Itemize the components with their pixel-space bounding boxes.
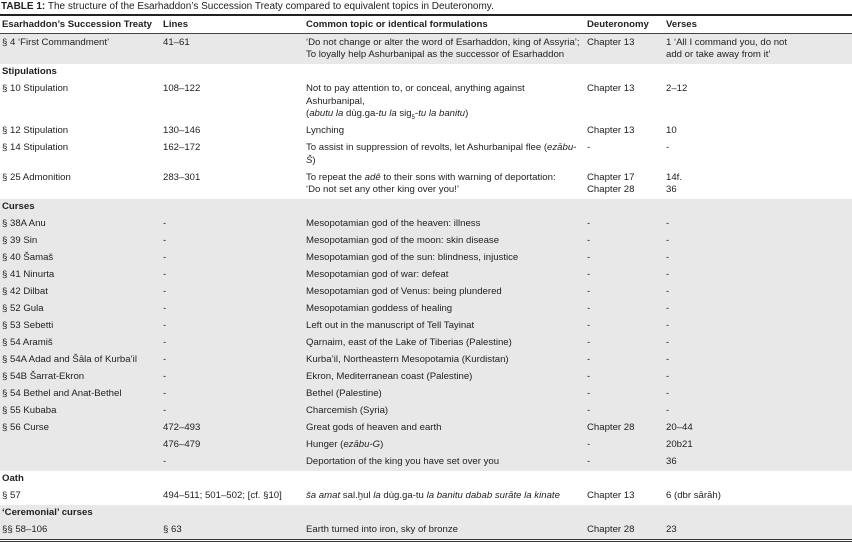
lines-cell	[161, 267, 304, 284]
cell-text: -	[666, 286, 670, 297]
verses-cell	[664, 233, 852, 250]
cell-text: -	[163, 371, 167, 382]
header-treaty: Esarhaddon’s Succession Treaty	[0, 15, 161, 34]
cell-text: Mesopotamian goddess of healing	[306, 303, 453, 314]
verses-cell	[664, 169, 852, 199]
cell-text: Earth turned into iron, sky of bronze	[306, 524, 458, 535]
cell-text: -	[414, 108, 419, 119]
table-row	[0, 267, 852, 284]
section-row	[0, 471, 852, 488]
cell-text: § 53 Sebetti	[2, 320, 54, 331]
topic-cell	[304, 403, 585, 420]
cell-text: 41–61	[163, 36, 190, 48]
treaty-cell	[0, 81, 161, 123]
treaty-cell	[0, 34, 161, 64]
cell-text: Left out in the manuscript of Tell Tayinat	[306, 320, 475, 331]
cell-text: Charcemish (Syria)	[306, 405, 389, 416]
lines-cell	[161, 250, 304, 267]
section-heading: ‘Ceremonial’ curses	[0, 505, 852, 522]
header-topic: Common topic or identical formulations	[304, 15, 585, 34]
lines-cell	[161, 284, 304, 301]
topic-cell	[304, 522, 585, 541]
caption-label: TABLE 1:	[1, 1, 46, 12]
cell-text: § 54 Aramiš	[2, 337, 53, 348]
verses-cell	[664, 386, 852, 403]
cell-text: Mesopotamian god of war: defeat	[306, 269, 449, 280]
cell-text: Kurba’il, Northeastern Mesopotamia (Kurdistan)	[306, 354, 509, 365]
cell-text: § 54B Šarrat-Ekron	[2, 371, 85, 382]
lines-cell	[161, 123, 304, 140]
cell-text: § 42 Dilbat	[2, 286, 48, 297]
section-row	[0, 505, 852, 522]
cell-text: -	[163, 337, 167, 348]
topic-cell	[304, 437, 585, 454]
lines-cell	[161, 369, 304, 386]
treaty-cell	[0, 403, 161, 420]
cell-text: -	[587, 388, 591, 399]
verses-cell	[664, 216, 852, 233]
table-row	[0, 301, 852, 318]
deuteronomy-cell	[585, 454, 664, 471]
cell-text: Qarnaim, east of the Lake of Tiberias (Palestine)	[306, 337, 512, 348]
section-row	[0, 64, 852, 81]
italic-text: ezābu-Š	[306, 142, 577, 166]
cell-text: § 56 Curse	[2, 422, 49, 433]
cell-text: )	[380, 439, 384, 450]
cell-text: 10	[666, 125, 677, 136]
deuteronomy-cell	[585, 352, 664, 369]
cell-text: 1 ‘All I command you, do not add or take away from it’	[666, 36, 788, 60]
treaty-cell	[0, 522, 161, 541]
cell-text: § 10 Stipulation	[2, 83, 69, 94]
table-row	[0, 335, 852, 352]
verses-cell	[664, 284, 852, 301]
treaty-cell	[0, 454, 161, 471]
cell-text: Mesopotamian god of Venus: being plundered	[306, 286, 502, 297]
italic-text: ezābu-G	[343, 439, 381, 450]
table-row	[0, 81, 852, 123]
cell-text: 20–44	[666, 422, 693, 433]
table-row	[0, 420, 852, 437]
subscript-text: 5	[411, 114, 415, 121]
table-row	[0, 454, 852, 471]
lines-cell	[161, 420, 304, 437]
cell-text: -	[587, 320, 591, 331]
cell-text: -	[163, 405, 167, 416]
section-heading: Oath	[2, 473, 24, 484]
verses-cell	[664, 34, 852, 64]
cell-text: § 55 Kubaba	[2, 405, 57, 416]
table-row	[0, 403, 852, 420]
topic-cell	[304, 123, 585, 140]
cell-text: -	[666, 388, 670, 399]
cell-text: 108–122	[163, 83, 201, 94]
topic-cell	[304, 34, 585, 64]
treaty-cell	[0, 369, 161, 386]
header-verses: Verses	[664, 15, 852, 34]
cell-text: -	[666, 235, 670, 246]
cell-text: -	[666, 337, 670, 348]
treaty-cell	[0, 301, 161, 318]
treaty-cell	[0, 267, 161, 284]
deuteronomy-cell	[585, 123, 664, 140]
treaty-cell	[0, 169, 161, 199]
cell-text: Lynching	[306, 125, 345, 136]
cell-text: -	[666, 354, 670, 365]
cell-text: -	[587, 142, 591, 153]
deuteronomy-cell	[585, 233, 664, 250]
lines-cell	[161, 318, 304, 335]
cell-text: Hunger (	[306, 439, 344, 450]
cell-text: -	[666, 269, 670, 280]
cell-text: § 57	[2, 490, 21, 501]
cell-text: -	[666, 142, 670, 153]
lines-cell	[161, 140, 304, 170]
treaty-cell	[0, 233, 161, 250]
cell-text: Chapter 13	[587, 125, 635, 136]
deuteronomy-cell	[585, 216, 664, 233]
cell-text: -	[163, 286, 167, 297]
cell-text: -	[666, 320, 670, 331]
verses-cell	[664, 123, 852, 140]
lines-cell	[161, 454, 304, 471]
topic-cell	[304, 488, 585, 505]
cell-text: -	[666, 252, 670, 263]
cell-text: Mesopotamian god of the moon: skin disease	[306, 235, 500, 246]
deuteronomy-cell	[585, 34, 664, 64]
deuteronomy-cell	[585, 437, 664, 454]
deuteronomy-cell	[585, 369, 664, 386]
topic-cell	[304, 81, 585, 123]
cell-text: § 38A Anu	[2, 218, 46, 229]
cell-text: § 40 Šamaš	[2, 252, 54, 263]
table-body	[0, 34, 852, 541]
topic-cell	[304, 216, 585, 233]
cell-text: -	[587, 303, 591, 314]
topic-cell	[304, 386, 585, 403]
caption-text: The structure of the Esarhaddon’s Succession Treaty compared to equivalent topics in Deuteronomy.	[45, 1, 494, 12]
table-row	[0, 386, 852, 403]
cell-text: 20b21	[666, 439, 693, 450]
cell-text: -	[587, 456, 591, 467]
verses-cell	[664, 250, 852, 267]
deuteronomy-cell	[585, 284, 664, 301]
cell-text: Chapter 13	[587, 36, 635, 48]
treaty-cell	[0, 352, 161, 369]
lines-cell	[161, 169, 304, 199]
section-heading: Stipulations	[2, 66, 57, 77]
verses-cell	[664, 318, 852, 335]
cell-text: Great gods of heaven and earth	[306, 422, 442, 433]
cell-text: -	[666, 218, 670, 229]
header-deuteronomy: Deuteronomy	[585, 15, 664, 34]
cell-text: § 14 Stipulation	[2, 142, 69, 153]
cell-text: dùg.ga-	[343, 108, 379, 119]
treaty-cell	[0, 437, 161, 454]
italic-text: tu la	[378, 108, 397, 119]
section-heading: Curses	[0, 199, 852, 216]
treaty-cell	[0, 420, 161, 437]
deuteronomy-cell	[585, 81, 664, 123]
table-row	[0, 250, 852, 267]
cell-text: -	[163, 456, 167, 467]
topic-cell	[304, 301, 585, 318]
verses-cell	[664, 403, 852, 420]
deuteronomy-cell	[585, 403, 664, 420]
cell-text: 23	[666, 524, 677, 535]
cell-text: 472–493	[163, 422, 201, 433]
lines-cell	[161, 386, 304, 403]
lines-cell	[161, 352, 304, 369]
treaty-cell	[0, 123, 161, 140]
topic-cell	[304, 318, 585, 335]
cell-text: §§ 58–106	[2, 524, 48, 535]
table-row	[0, 369, 852, 386]
treaty-cell	[0, 284, 161, 301]
cell-text: Not to pay attention to, or conceal, anything against Ashurbanipal, (	[306, 83, 525, 119]
deuteronomy-cell	[585, 140, 664, 170]
deuteronomy-cell	[585, 386, 664, 403]
deuteronomy-cell	[585, 250, 664, 267]
cell-text: § 41 Ninurta	[2, 269, 55, 280]
topic-cell	[304, 335, 585, 352]
deuteronomy-cell	[585, 318, 664, 335]
cell-text: 162–172	[163, 142, 201, 153]
topic-cell	[304, 284, 585, 301]
cell-text: -	[163, 269, 167, 280]
table-row	[0, 169, 852, 199]
header-lines: Lines	[161, 15, 304, 34]
treaty-cell	[0, 386, 161, 403]
verses-cell	[664, 420, 852, 437]
cell-text: § 12 Stipulation	[2, 125, 69, 136]
italic-text: tu la banitu	[418, 108, 466, 119]
topic-cell	[304, 250, 585, 267]
header-row	[0, 15, 852, 34]
cell-text: 494–511; 501–502; [cf. §10]	[163, 490, 282, 501]
italic-text: la banitu dabab surāte la kinate	[426, 490, 560, 501]
lines-cell	[161, 216, 304, 233]
lines-cell	[161, 34, 304, 64]
cell-text: )	[312, 154, 316, 166]
table-row	[0, 140, 852, 170]
italic-text: la	[373, 490, 381, 501]
cell-text: § 25 Admonition	[2, 171, 71, 183]
deuteronomy-cell	[585, 335, 664, 352]
deuteronomy-cell	[585, 488, 664, 505]
deuteronomy-cell	[585, 522, 664, 541]
cell-text: To repeat the	[306, 171, 365, 183]
cell-text: 6 (dbr sārāh)	[666, 490, 721, 501]
lines-cell	[161, 301, 304, 318]
cell-text: § 39 Sin	[2, 235, 38, 246]
verses-cell	[664, 437, 852, 454]
table-row	[0, 318, 852, 335]
table-row	[0, 123, 852, 140]
cell-text: -	[587, 286, 591, 297]
cell-text: 36	[666, 456, 677, 467]
table-row	[0, 437, 852, 454]
cell-text: § 4 ‘First Commandment’	[2, 36, 110, 48]
treaty-cell	[0, 250, 161, 267]
cell-text: to their sons with warning of deportation: ‘Do not set any other king over you!’	[306, 171, 556, 195]
verses-cell	[664, 140, 852, 170]
cell-text: -	[666, 303, 670, 314]
table-row	[0, 522, 852, 541]
table-row	[0, 284, 852, 301]
topic-cell	[304, 233, 585, 250]
cell-text: Bethel (Palestine)	[306, 388, 382, 399]
italic-text: abutu la	[309, 108, 344, 119]
topic-cell	[304, 454, 585, 471]
cell-text: -	[163, 235, 167, 246]
cell-text: -	[163, 320, 167, 331]
verses-cell	[664, 454, 852, 471]
cell-text: -	[163, 218, 167, 229]
lines-cell	[161, 233, 304, 250]
cell-text: Chapter 28	[587, 524, 635, 535]
cell-text: -	[587, 439, 591, 450]
verses-cell	[664, 352, 852, 369]
cell-text: -	[163, 388, 167, 399]
cell-text: 14f. 36	[666, 171, 683, 195]
verses-cell	[664, 522, 852, 541]
cell-text: 2–12	[666, 83, 688, 94]
lines-cell	[161, 403, 304, 420]
deuteronomy-cell	[585, 301, 664, 318]
cell-text: -	[587, 235, 591, 246]
cell-text: Chapter 13	[587, 83, 635, 94]
cell-text: 476–479	[163, 439, 201, 450]
treaty-cell	[0, 318, 161, 335]
lines-cell	[161, 81, 304, 123]
italic-text: adê	[364, 171, 381, 183]
treaty-table	[0, 14, 852, 542]
deuteronomy-cell	[585, 169, 664, 199]
cell-text: § 54 Bethel and Anat-Bethel	[2, 388, 122, 399]
cell-text: -	[587, 405, 591, 416]
cell-text: § 63	[163, 524, 182, 535]
cell-text: -	[587, 252, 591, 263]
cell-text: 130–146	[163, 125, 201, 136]
treaty-cell	[0, 216, 161, 233]
verses-cell	[664, 369, 852, 386]
cell-text: -	[163, 303, 167, 314]
deuteronomy-cell	[585, 420, 664, 437]
cell-text: -	[587, 269, 591, 280]
table-row	[0, 233, 852, 250]
table-row	[0, 352, 852, 369]
section-row	[0, 199, 852, 216]
verses-cell	[664, 335, 852, 352]
cell-text: To assist in suppression of revolts, let Ashurbanipal flee (	[306, 142, 548, 153]
cell-text: Ekron, Mediterranean coast (Palestine)	[306, 371, 473, 382]
italic-text: ša amat	[306, 490, 341, 501]
verses-cell	[664, 301, 852, 318]
lines-cell	[161, 437, 304, 454]
topic-cell	[304, 267, 585, 284]
verses-cell	[664, 81, 852, 123]
topic-cell	[304, 420, 585, 437]
lines-cell	[161, 335, 304, 352]
cell-text: Mesopotamian god of the sun: blindness, injustice	[306, 252, 519, 263]
treaty-cell	[0, 140, 161, 170]
cell-text: -	[587, 337, 591, 348]
table-row	[0, 216, 852, 233]
topic-cell	[304, 369, 585, 386]
table-caption	[0, 0, 852, 14]
lines-cell	[161, 488, 304, 505]
topic-cell	[304, 169, 585, 199]
cell-text: sal.ḫul	[340, 490, 374, 501]
topic-cell	[304, 140, 585, 170]
cell-text: Chapter 28	[587, 422, 635, 433]
cell-text: -	[163, 354, 167, 365]
table-row	[0, 488, 852, 505]
cell-text: 283–301	[163, 171, 201, 183]
verses-cell	[664, 267, 852, 284]
cell-text: Chapter 17 Chapter 28	[587, 171, 635, 195]
treaty-cell	[0, 488, 161, 505]
cell-text: -	[587, 218, 591, 229]
cell-text: ‘Do not change or alter the word of Esarhaddon, king of Assyria’; To loyally help Ashurbanipal as the successor of Esarhaddon	[306, 36, 580, 60]
topic-cell	[304, 352, 585, 369]
lines-cell	[161, 522, 304, 541]
cell-text: Deportation of the king you have set over you	[306, 456, 500, 467]
cell-text: § 54A Adad and Šāla of Kurba’il	[2, 354, 137, 365]
deuteronomy-cell	[585, 267, 664, 284]
cell-text: § 52 Gula	[2, 303, 44, 314]
cell-text: Mesopotamian god of the heaven: illness	[306, 218, 481, 229]
cell-text: -	[587, 354, 591, 365]
cell-text: dùg.ga-tu	[380, 490, 427, 501]
cell-text: )	[465, 108, 469, 119]
cell-text: -	[666, 371, 670, 382]
table-row	[0, 34, 852, 64]
cell-text: sig	[396, 108, 412, 119]
verses-cell	[664, 488, 852, 505]
cell-text: -	[587, 371, 591, 382]
cell-text: Chapter 13	[587, 490, 635, 501]
treaty-cell	[0, 335, 161, 352]
cell-text: -	[163, 252, 167, 263]
cell-text: -	[666, 405, 670, 416]
